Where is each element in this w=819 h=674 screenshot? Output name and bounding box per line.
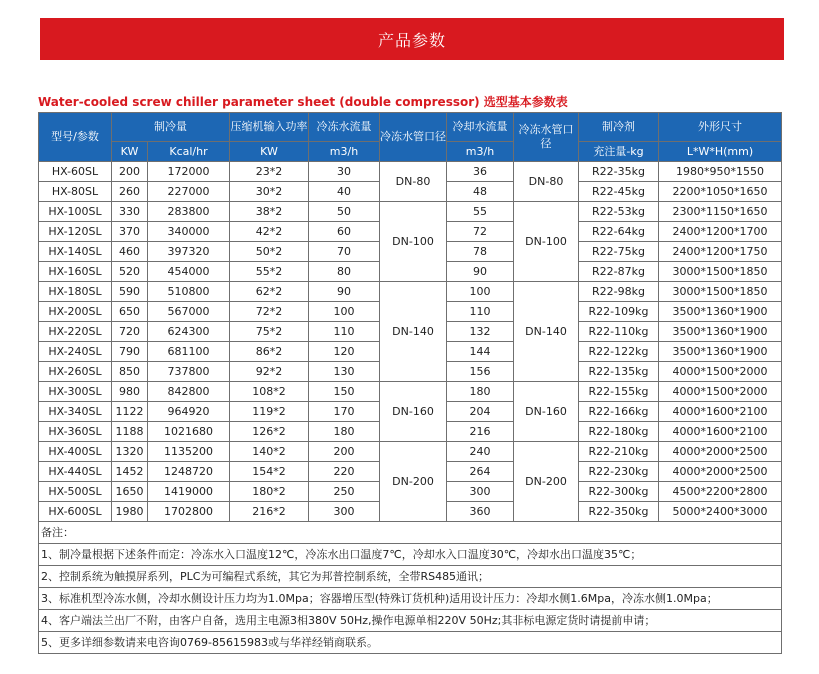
cell-cooling-kw: 650 <box>112 302 148 322</box>
cell-cooling-kw: 980 <box>112 382 148 402</box>
header-dimensions: 外形尺寸 <box>659 113 782 142</box>
cell-dimensions: 4000*2000*2500 <box>659 442 782 462</box>
cell-cooling-kcal: 737800 <box>148 362 230 382</box>
cell-model: HX-360SL <box>39 422 112 442</box>
cell-compressor-power: 108*2 <box>230 382 309 402</box>
cell-cooling-flow: 300 <box>447 482 514 502</box>
cell-refrigerant: R22-35kg <box>579 162 659 182</box>
cell-chilled-pipe: DN-140 <box>380 282 447 382</box>
cell-cooling-flow: 240 <box>447 442 514 462</box>
cell-cooling-flow: 132 <box>447 322 514 342</box>
cell-dimensions: 4000*1500*2000 <box>659 362 782 382</box>
cell-chilled-flow: 50 <box>309 202 380 222</box>
cell-cooling-kcal: 397320 <box>148 242 230 262</box>
cell-compressor-power: 38*2 <box>230 202 309 222</box>
cell-cooling-kcal: 624300 <box>148 322 230 342</box>
banner-title: 产品参数 <box>377 30 446 50</box>
cell-model: HX-140SL <box>39 242 112 262</box>
cell-cooling-kw: 520 <box>112 262 148 282</box>
table-row <box>39 162 782 182</box>
cell-cooling-flow: 48 <box>447 182 514 202</box>
cell-cooling-kw: 200 <box>112 162 148 182</box>
cell-chilled-flow: 30 <box>309 162 380 182</box>
header-chilled-flow-unit: m3/h <box>309 142 380 162</box>
table-row <box>39 282 782 302</box>
header-chilled-flow: 冷冻水流量 <box>309 113 380 142</box>
cell-model: HX-340SL <box>39 402 112 422</box>
cell-chilled-flow: 130 <box>309 362 380 382</box>
header-cooling-kw: KW <box>112 142 148 162</box>
cell-model: HX-180SL <box>39 282 112 302</box>
header-cooling-kcal: Kcal/hr <box>148 142 230 162</box>
cell-cooling-flow: 180 <box>447 382 514 402</box>
cell-chilled-flow: 60 <box>309 222 380 242</box>
note-row <box>39 522 782 544</box>
cell-cooling-kcal: 1248720 <box>148 462 230 482</box>
cell-cooling-flow: 110 <box>447 302 514 322</box>
cell-dimensions: 3500*1360*1900 <box>659 302 782 322</box>
cell-dimensions: 2400*1200*1700 <box>659 222 782 242</box>
cell-chilled-flow: 250 <box>309 482 380 502</box>
cell-chilled-flow: 150 <box>309 382 380 402</box>
cell-compressor-power: 62*2 <box>230 282 309 302</box>
sheet-subtitle: Water-cooled screw chiller parameter sheet (double compressor) 选型基本参数表 <box>38 95 568 109</box>
cell-refrigerant: R22-155kg <box>579 382 659 402</box>
cell-dimensions: 4500*2200*2800 <box>659 482 782 502</box>
note-row <box>39 588 782 610</box>
cell-cooling-kw: 790 <box>112 342 148 362</box>
cell-cooling-kw: 1650 <box>112 482 148 502</box>
cell-cooling-flow: 360 <box>447 502 514 522</box>
cell-chilled-flow: 100 <box>309 302 380 322</box>
cell-dimensions: 3500*1360*1900 <box>659 342 782 362</box>
header-refrigerant-unit: 充注量-kg <box>579 142 659 162</box>
cell-chilled-flow: 90 <box>309 282 380 302</box>
cell-compressor-power: 140*2 <box>230 442 309 462</box>
cell-cooling-kcal: 454000 <box>148 262 230 282</box>
cell-model: HX-260SL <box>39 362 112 382</box>
cell-model: HX-160SL <box>39 262 112 282</box>
cell-dimensions: 4000*1500*2000 <box>659 382 782 402</box>
notes-section <box>39 522 782 654</box>
note-text: 备注： <box>39 522 782 544</box>
cell-cooling-kcal: 964920 <box>148 402 230 422</box>
cell-compressor-power: 75*2 <box>230 322 309 342</box>
cell-refrigerant: R22-45kg <box>579 182 659 202</box>
cell-compressor-power: 126*2 <box>230 422 309 442</box>
cell-dimensions: 3000*1500*1850 <box>659 282 782 302</box>
cell-cooling-kcal: 283800 <box>148 202 230 222</box>
cell-compressor-power: 92*2 <box>230 362 309 382</box>
note-text: 4、客户端法兰出厂不附，由客户自备，选用主电源3相380V 50Hz,操作电源单相220V 50Hz;其非标电源定货时请提前申请； <box>39 610 782 632</box>
cell-refrigerant: R22-350kg <box>579 502 659 522</box>
cell-cooling-kcal: 1135200 <box>148 442 230 462</box>
cell-cooling-flow: 264 <box>447 462 514 482</box>
header-refrigerant: 制冷剂 <box>579 113 659 142</box>
cell-chilled-flow: 180 <box>309 422 380 442</box>
cell-refrigerant: R22-180kg <box>579 422 659 442</box>
cell-chilled-flow: 220 <box>309 462 380 482</box>
cell-cooling-kcal: 172000 <box>148 162 230 182</box>
cell-cooling-kw: 1980 <box>112 502 148 522</box>
cell-chilled-flow: 40 <box>309 182 380 202</box>
cell-model: HX-400SL <box>39 442 112 462</box>
cell-cooling-kw: 370 <box>112 222 148 242</box>
cell-dimensions: 5000*2400*3000 <box>659 502 782 522</box>
header-power-unit: KW <box>230 142 309 162</box>
cell-dimensions: 2300*1150*1650 <box>659 202 782 222</box>
cell-model: HX-100SL <box>39 202 112 222</box>
cell-chilled-flow: 170 <box>309 402 380 422</box>
cell-model: HX-500SL <box>39 482 112 502</box>
header-dimensions-unit: L*W*H(mm) <box>659 142 782 162</box>
cell-refrigerant: R22-64kg <box>579 222 659 242</box>
cell-cooling-kw: 260 <box>112 182 148 202</box>
note-text: 5、更多详细参数请来电咨询0769-85615983或与华祥经销商联系。 <box>39 632 782 654</box>
header-chilled-pipe: 冷冻水管口径 <box>380 113 447 162</box>
cell-refrigerant: R22-230kg <box>579 462 659 482</box>
banner <box>40 18 784 60</box>
cell-cooling-kw: 720 <box>112 322 148 342</box>
cell-model: HX-200SL <box>39 302 112 322</box>
cell-cooling-kw: 1320 <box>112 442 148 462</box>
header-cooling-flow-unit: m3/h <box>447 142 514 162</box>
cell-dimensions: 4000*1600*2100 <box>659 422 782 442</box>
cell-cooling-pipe: DN-80 <box>514 162 579 202</box>
cell-cooling-kcal: 227000 <box>148 182 230 202</box>
cell-cooling-kw: 1452 <box>112 462 148 482</box>
cell-compressor-power: 216*2 <box>230 502 309 522</box>
cell-model: HX-600SL <box>39 502 112 522</box>
cell-refrigerant: R22-300kg <box>579 482 659 502</box>
header-cooling-pipe: 冷冻水管口径 <box>514 113 579 162</box>
cell-cooling-kw: 330 <box>112 202 148 222</box>
cell-dimensions: 3000*1500*1850 <box>659 262 782 282</box>
cell-dimensions: 4000*1600*2100 <box>659 402 782 422</box>
cell-refrigerant: R22-166kg <box>579 402 659 422</box>
cell-cooling-kw: 1122 <box>112 402 148 422</box>
header-model: 型号/参数 <box>39 113 112 162</box>
cell-compressor-power: 119*2 <box>230 402 309 422</box>
cell-cooling-flow: 100 <box>447 282 514 302</box>
cell-dimensions: 3500*1360*1900 <box>659 322 782 342</box>
cell-cooling-kw: 590 <box>112 282 148 302</box>
cell-compressor-power: 55*2 <box>230 262 309 282</box>
cell-chilled-flow: 80 <box>309 262 380 282</box>
header-cooling-capacity: 制冷量 <box>112 113 230 142</box>
cell-compressor-power: 50*2 <box>230 242 309 262</box>
cell-cooling-flow: 216 <box>447 422 514 442</box>
cell-cooling-kcal: 842800 <box>148 382 230 402</box>
cell-dimensions: 4000*2000*2500 <box>659 462 782 482</box>
cell-dimensions: 1980*950*1550 <box>659 162 782 182</box>
cell-compressor-power: 180*2 <box>230 482 309 502</box>
cell-refrigerant: R22-210kg <box>579 442 659 462</box>
table-row <box>39 202 782 222</box>
header-cooling-flow: 冷却水流量 <box>447 113 514 142</box>
cell-chilled-pipe: DN-160 <box>380 382 447 442</box>
cell-model: HX-300SL <box>39 382 112 402</box>
cell-cooling-flow: 55 <box>447 202 514 222</box>
cell-model: HX-80SL <box>39 182 112 202</box>
cell-refrigerant: R22-98kg <box>579 282 659 302</box>
cell-cooling-kw: 460 <box>112 242 148 262</box>
cell-model: HX-120SL <box>39 222 112 242</box>
cell-cooling-kcal: 1702800 <box>148 502 230 522</box>
cell-compressor-power: 30*2 <box>230 182 309 202</box>
cell-compressor-power: 23*2 <box>230 162 309 182</box>
cell-chilled-pipe: DN-200 <box>380 442 447 522</box>
table-row <box>39 382 782 402</box>
cell-compressor-power: 86*2 <box>230 342 309 362</box>
note-row <box>39 632 782 654</box>
cell-cooling-pipe: DN-160 <box>514 382 579 442</box>
cell-cooling-pipe: DN-100 <box>514 202 579 282</box>
cell-cooling-pipe: DN-140 <box>514 282 579 382</box>
cell-chilled-flow: 70 <box>309 242 380 262</box>
cell-compressor-power: 154*2 <box>230 462 309 482</box>
cell-refrigerant: R22-53kg <box>579 202 659 222</box>
note-row <box>39 566 782 588</box>
cell-refrigerant: R22-110kg <box>579 322 659 342</box>
cell-cooling-flow: 90 <box>447 262 514 282</box>
note-row <box>39 610 782 632</box>
cell-cooling-flow: 144 <box>447 342 514 362</box>
note-row <box>39 544 782 566</box>
cell-chilled-flow: 200 <box>309 442 380 462</box>
cell-cooling-flow: 156 <box>447 362 514 382</box>
cell-cooling-pipe: DN-200 <box>514 442 579 522</box>
cell-refrigerant: R22-122kg <box>579 342 659 362</box>
cell-cooling-kcal: 567000 <box>148 302 230 322</box>
cell-refrigerant: R22-87kg <box>579 262 659 282</box>
table-body <box>39 162 782 522</box>
cell-dimensions: 2400*1200*1750 <box>659 242 782 262</box>
table-row <box>39 442 782 462</box>
note-text: 2、控制系统为触摸屏系列，PLC为可编程式系统，其它为邦普控制系统，全带RS485通讯； <box>39 566 782 588</box>
cell-cooling-kcal: 510800 <box>148 282 230 302</box>
cell-compressor-power: 72*2 <box>230 302 309 322</box>
parameter-table <box>38 112 782 654</box>
cell-model: HX-220SL <box>39 322 112 342</box>
cell-cooling-flow: 36 <box>447 162 514 182</box>
cell-cooling-kcal: 681100 <box>148 342 230 362</box>
note-text: 3、标准机型冷冻水侧，冷却水侧设计压力均为1.0Mpa；容器增压型(特殊订货机种)适用设计压力：冷却水侧1.6Mpa，冷冻水侧1.0Mpa； <box>39 588 782 610</box>
cell-refrigerant: R22-135kg <box>579 362 659 382</box>
cell-refrigerant: R22-109kg <box>579 302 659 322</box>
cell-dimensions: 2200*1050*1650 <box>659 182 782 202</box>
cell-model: HX-60SL <box>39 162 112 182</box>
cell-cooling-kcal: 1419000 <box>148 482 230 502</box>
cell-chilled-flow: 120 <box>309 342 380 362</box>
cell-cooling-flow: 72 <box>447 222 514 242</box>
cell-cooling-flow: 78 <box>447 242 514 262</box>
cell-chilled-flow: 110 <box>309 322 380 342</box>
cell-cooling-kcal: 340000 <box>148 222 230 242</box>
note-text: 1、制冷量根据下述条件而定：冷冻水入口温度12℃，冷冻水出口温度7℃，冷却水入口温度30℃，冷却水出口温度35℃； <box>39 544 782 566</box>
cell-refrigerant: R22-75kg <box>579 242 659 262</box>
header-compressor-power: 压缩机输入功率 <box>230 113 309 142</box>
cell-model: HX-240SL <box>39 342 112 362</box>
cell-cooling-kw: 1188 <box>112 422 148 442</box>
cell-cooling-flow: 204 <box>447 402 514 422</box>
cell-model: HX-440SL <box>39 462 112 482</box>
cell-chilled-flow: 300 <box>309 502 380 522</box>
cell-cooling-kw: 850 <box>112 362 148 382</box>
cell-compressor-power: 42*2 <box>230 222 309 242</box>
cell-cooling-kcal: 1021680 <box>148 422 230 442</box>
cell-chilled-pipe: DN-100 <box>380 202 447 282</box>
cell-chilled-pipe: DN-80 <box>380 162 447 202</box>
